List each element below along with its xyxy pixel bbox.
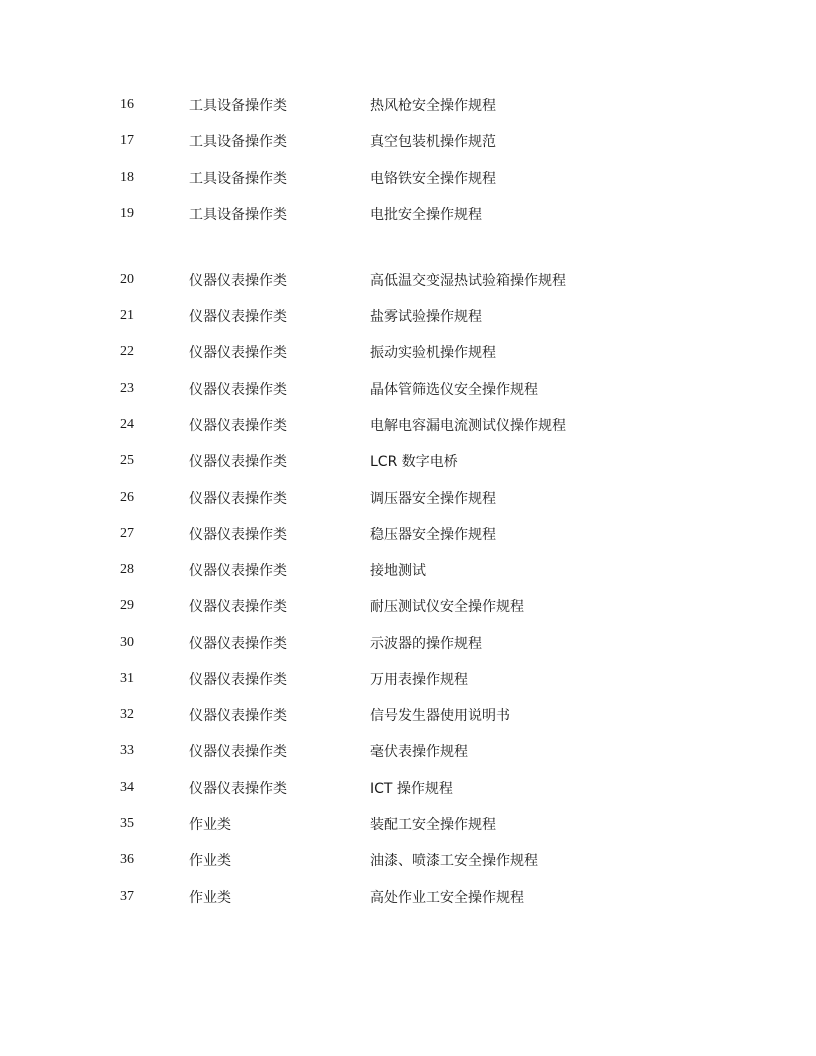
table-row	[0, 707, 816, 734]
row-category: 仪器仪表操作类	[189, 708, 287, 724]
row-category: 仪器仪表操作类	[189, 563, 287, 579]
row-procedure-name: 高低温交变湿热试验箱操作规程	[370, 273, 566, 289]
row-number: 19	[120, 206, 134, 221]
table-row	[0, 671, 816, 698]
row-procedure-name: 振动实验机操作规程	[370, 345, 496, 361]
table-row	[0, 635, 816, 662]
row-number: 20	[120, 272, 134, 287]
table-row	[0, 780, 816, 807]
table-row	[0, 889, 816, 916]
row-number: 26	[120, 490, 134, 505]
row-category: 仪器仪表操作类	[189, 418, 287, 434]
row-number: 17	[120, 133, 134, 148]
row-procedure-name: ICT 操作规程	[370, 781, 453, 797]
row-category: 仪器仪表操作类	[189, 527, 287, 543]
row-number: 34	[120, 780, 134, 795]
row-number: 36	[120, 852, 134, 867]
table-row	[0, 97, 816, 124]
row-category: 工具设备操作类	[189, 98, 287, 114]
table-row	[0, 170, 816, 197]
row-procedure-name: 电批安全操作规程	[370, 207, 482, 223]
row-procedure-name: 热风枪安全操作规程	[370, 98, 496, 114]
row-category: 仪器仪表操作类	[189, 636, 287, 652]
row-number: 18	[120, 170, 134, 185]
row-category: 仪器仪表操作类	[189, 309, 287, 325]
row-category: 仪器仪表操作类	[189, 744, 287, 760]
row-procedure-name: LCR 数字电桥	[370, 454, 458, 470]
table-row	[0, 133, 816, 160]
row-number: 16	[120, 97, 134, 112]
row-number: 30	[120, 635, 134, 650]
row-category: 工具设备操作类	[189, 207, 287, 223]
row-number: 37	[120, 889, 134, 904]
row-procedure-name: 电铬铁安全操作规程	[370, 171, 496, 187]
row-number: 27	[120, 526, 134, 541]
row-category: 作业类	[189, 853, 231, 869]
table-row	[0, 743, 816, 770]
row-number: 33	[120, 743, 134, 758]
row-procedure-name: 耐压测试仪安全操作规程	[370, 599, 524, 615]
row-category: 仪器仪表操作类	[189, 273, 287, 289]
table-row	[0, 381, 816, 408]
row-procedure-name: 电解电容漏电流测试仪操作规程	[370, 418, 566, 434]
table-row	[0, 490, 816, 517]
row-procedure-name: 调压器安全操作规程	[370, 491, 496, 507]
row-number: 24	[120, 417, 134, 432]
row-category: 仪器仪表操作类	[189, 491, 287, 507]
row-category: 仪器仪表操作类	[189, 454, 287, 470]
table-row	[0, 453, 816, 480]
row-procedure-name: 示波器的操作规程	[370, 636, 482, 652]
table-row	[0, 598, 816, 625]
table-row	[0, 308, 816, 335]
row-category: 作业类	[189, 817, 231, 833]
row-category: 仪器仪表操作类	[189, 345, 287, 361]
row-number: 25	[120, 453, 134, 468]
table-row	[0, 526, 816, 553]
table-row	[0, 852, 816, 879]
row-procedure-name: 接地测试	[370, 563, 426, 579]
row-procedure-name: 真空包装机操作规范	[370, 134, 496, 150]
row-number: 31	[120, 671, 134, 686]
row-procedure-name: 盐雾试验操作规程	[370, 309, 482, 325]
row-procedure-name: 晶体管筛选仪安全操作规程	[370, 382, 538, 398]
row-category: 仪器仪表操作类	[189, 781, 287, 797]
row-category: 仪器仪表操作类	[189, 382, 287, 398]
row-category: 仪器仪表操作类	[189, 672, 287, 688]
row-number: 22	[120, 344, 134, 359]
table-row	[0, 562, 816, 589]
row-procedure-name: 毫伏表操作规程	[370, 744, 468, 760]
row-number: 35	[120, 816, 134, 831]
row-procedure-name: 稳压器安全操作规程	[370, 527, 496, 543]
row-category: 仪器仪表操作类	[189, 599, 287, 615]
table-row	[0, 344, 816, 371]
row-category: 工具设备操作类	[189, 134, 287, 150]
row-number: 23	[120, 381, 134, 396]
row-number: 32	[120, 707, 134, 722]
row-category: 工具设备操作类	[189, 171, 287, 187]
row-number: 29	[120, 598, 134, 613]
row-procedure-name: 万用表操作规程	[370, 672, 468, 688]
row-number: 28	[120, 562, 134, 577]
row-procedure-name: 高处作业工安全操作规程	[370, 890, 524, 906]
table-row	[0, 417, 816, 444]
row-number: 21	[120, 308, 134, 323]
table-row	[0, 206, 816, 233]
row-procedure-name: 信号发生器使用说明书	[370, 708, 510, 724]
row-procedure-name: 油漆、喷漆工安全操作规程	[370, 853, 538, 869]
row-procedure-name: 装配工安全操作规程	[370, 817, 496, 833]
row-category: 作业类	[189, 890, 231, 906]
table-row	[0, 272, 816, 299]
table-row	[0, 816, 816, 843]
